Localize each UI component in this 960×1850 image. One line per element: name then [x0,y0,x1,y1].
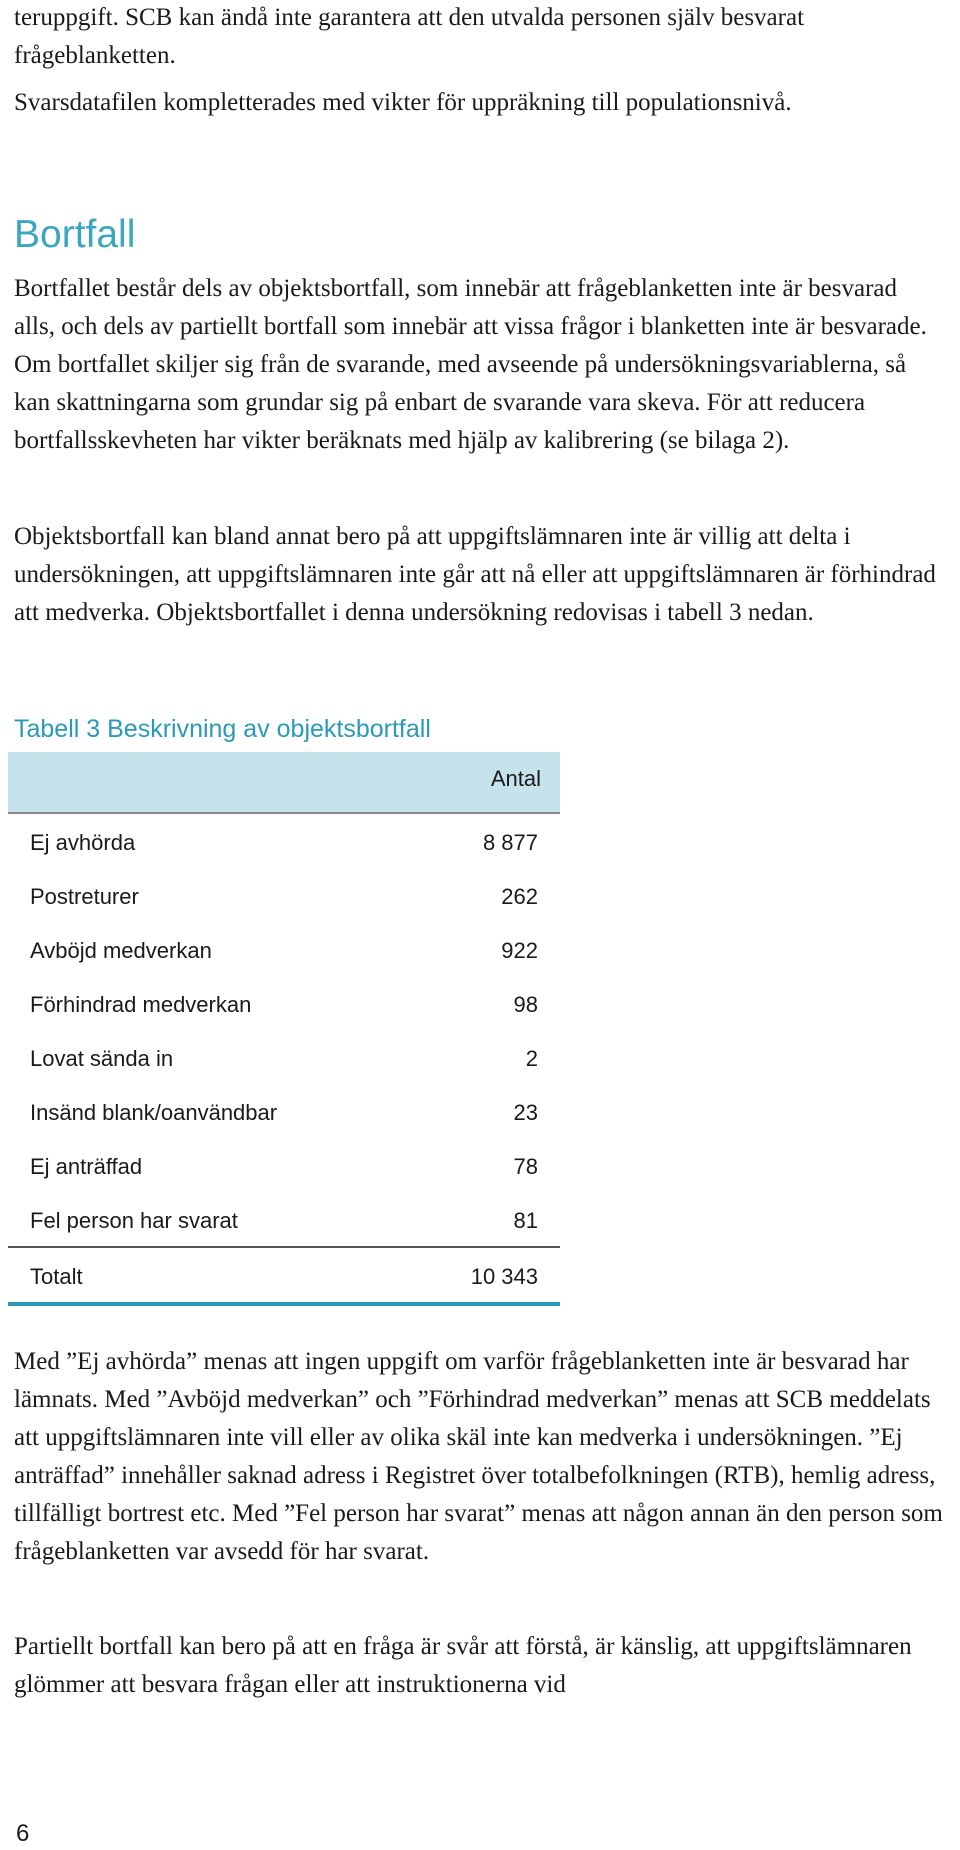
table-header [8,752,560,814]
table-row [8,1192,560,1246]
row-value: 262 [501,884,538,909]
table-row [8,922,560,976]
table-total-row [8,1246,560,1306]
row-value: 78 [513,1154,538,1179]
row-label: Insänd blank/oanvändbar [30,1100,278,1125]
paragraph-explanation-1: Med ”Ej avhörda” menas att ingen uppgift om varför frågeblanketten inte är besvarad har lämnats. Med ”Avböjd medverkan” och ”Förhindrad medverkan” menas att SCB meddelats att uppgiftslämnaren inte vill eller av olika skäl inte kan medverka i undersökningen. ”Ej anträffad” innehåller saknad adress i Registret över totalbefolkningen (RTB), hemlig adress, tillfälligt bortrest etc. Med ”Fel person har svarat” menas att någon annan än den person som frågeblanketten var avsedd för har svarat. [14,1348,943,1565]
row-value: 98 [513,992,538,1017]
paragraph-bortfall-1: Bortfallet består dels av objektsbortfall, som innebär att frågeblanketten inte är besvarad alls, och dels av partiellt bortfall som innebär att vissa frågor i blanketten inte är besvarade. Om bortfallet skiljer sig från de svarande, med avseende på undersökningsvariablerna, så kan skattningarna som grundar sig på enbart de svarande vara skeva. För att reducera bortfallsskevheten har vikter beräknats med hjälp av kalibrering (se bilaga 2). [14,275,927,454]
row-label: Förhindrad medverkan [30,992,252,1017]
total-label: Totalt [30,1264,83,1289]
row-label: Avböjd medverkan [30,938,212,963]
row-value: 8 877 [482,830,538,855]
row-value: 2 [525,1046,538,1071]
row-label: Fel person har svarat [30,1208,238,1233]
row-label: Ej avhörda [30,830,136,855]
paragraph-bortfall-2: Objektsbortfall kan bland annat bero på att uppgiftslämnaren inte är villig att delta i undersökningen, att uppgiftslämnaren inte går att nå eller att uppgiftslämnaren är förhindrad att medverka. Objektsbortfallet i denna undersökning redovisas i tabell 3 nedan. [14,523,936,626]
paragraph-explanation-2: Partiellt bortfall kan bero på att en fråga är svår att förstå, är känslig, att uppgiftslämnaren glömmer att besvara frågan eller att instruktionerna vid [14,1633,912,1698]
row-value: 922 [501,938,538,963]
paragraph-intro-2: Svarsdatafilen kompletterades med vikter för uppräkning till populationsnivå. [14,89,792,116]
row-value: 81 [513,1208,538,1233]
table-row [8,976,560,1030]
column-header-antal: Antal [490,766,541,791]
table-row [8,1084,560,1138]
row-label: Postreturer [30,884,139,909]
page-number: 6 [16,1820,30,1847]
row-label: Ej anträffad [30,1154,143,1179]
table-row [8,868,560,922]
total-value: 10 343 [470,1264,538,1289]
table-caption: Tabell 3 Beskrivning av objektsbortfall [14,715,431,743]
row-label: Lovat sända in [30,1046,174,1071]
table-row [8,814,560,868]
paragraph-intro-1: teruppgift. SCB kan ändå inte garantera att den utvalda personen själv besvarat frågeblanketten. [14,4,805,69]
row-value: 23 [513,1100,538,1125]
nonresponse-table [8,752,560,1306]
table-row [8,1138,560,1192]
table-row [8,1030,560,1084]
section-heading: Bortfall [14,213,136,256]
